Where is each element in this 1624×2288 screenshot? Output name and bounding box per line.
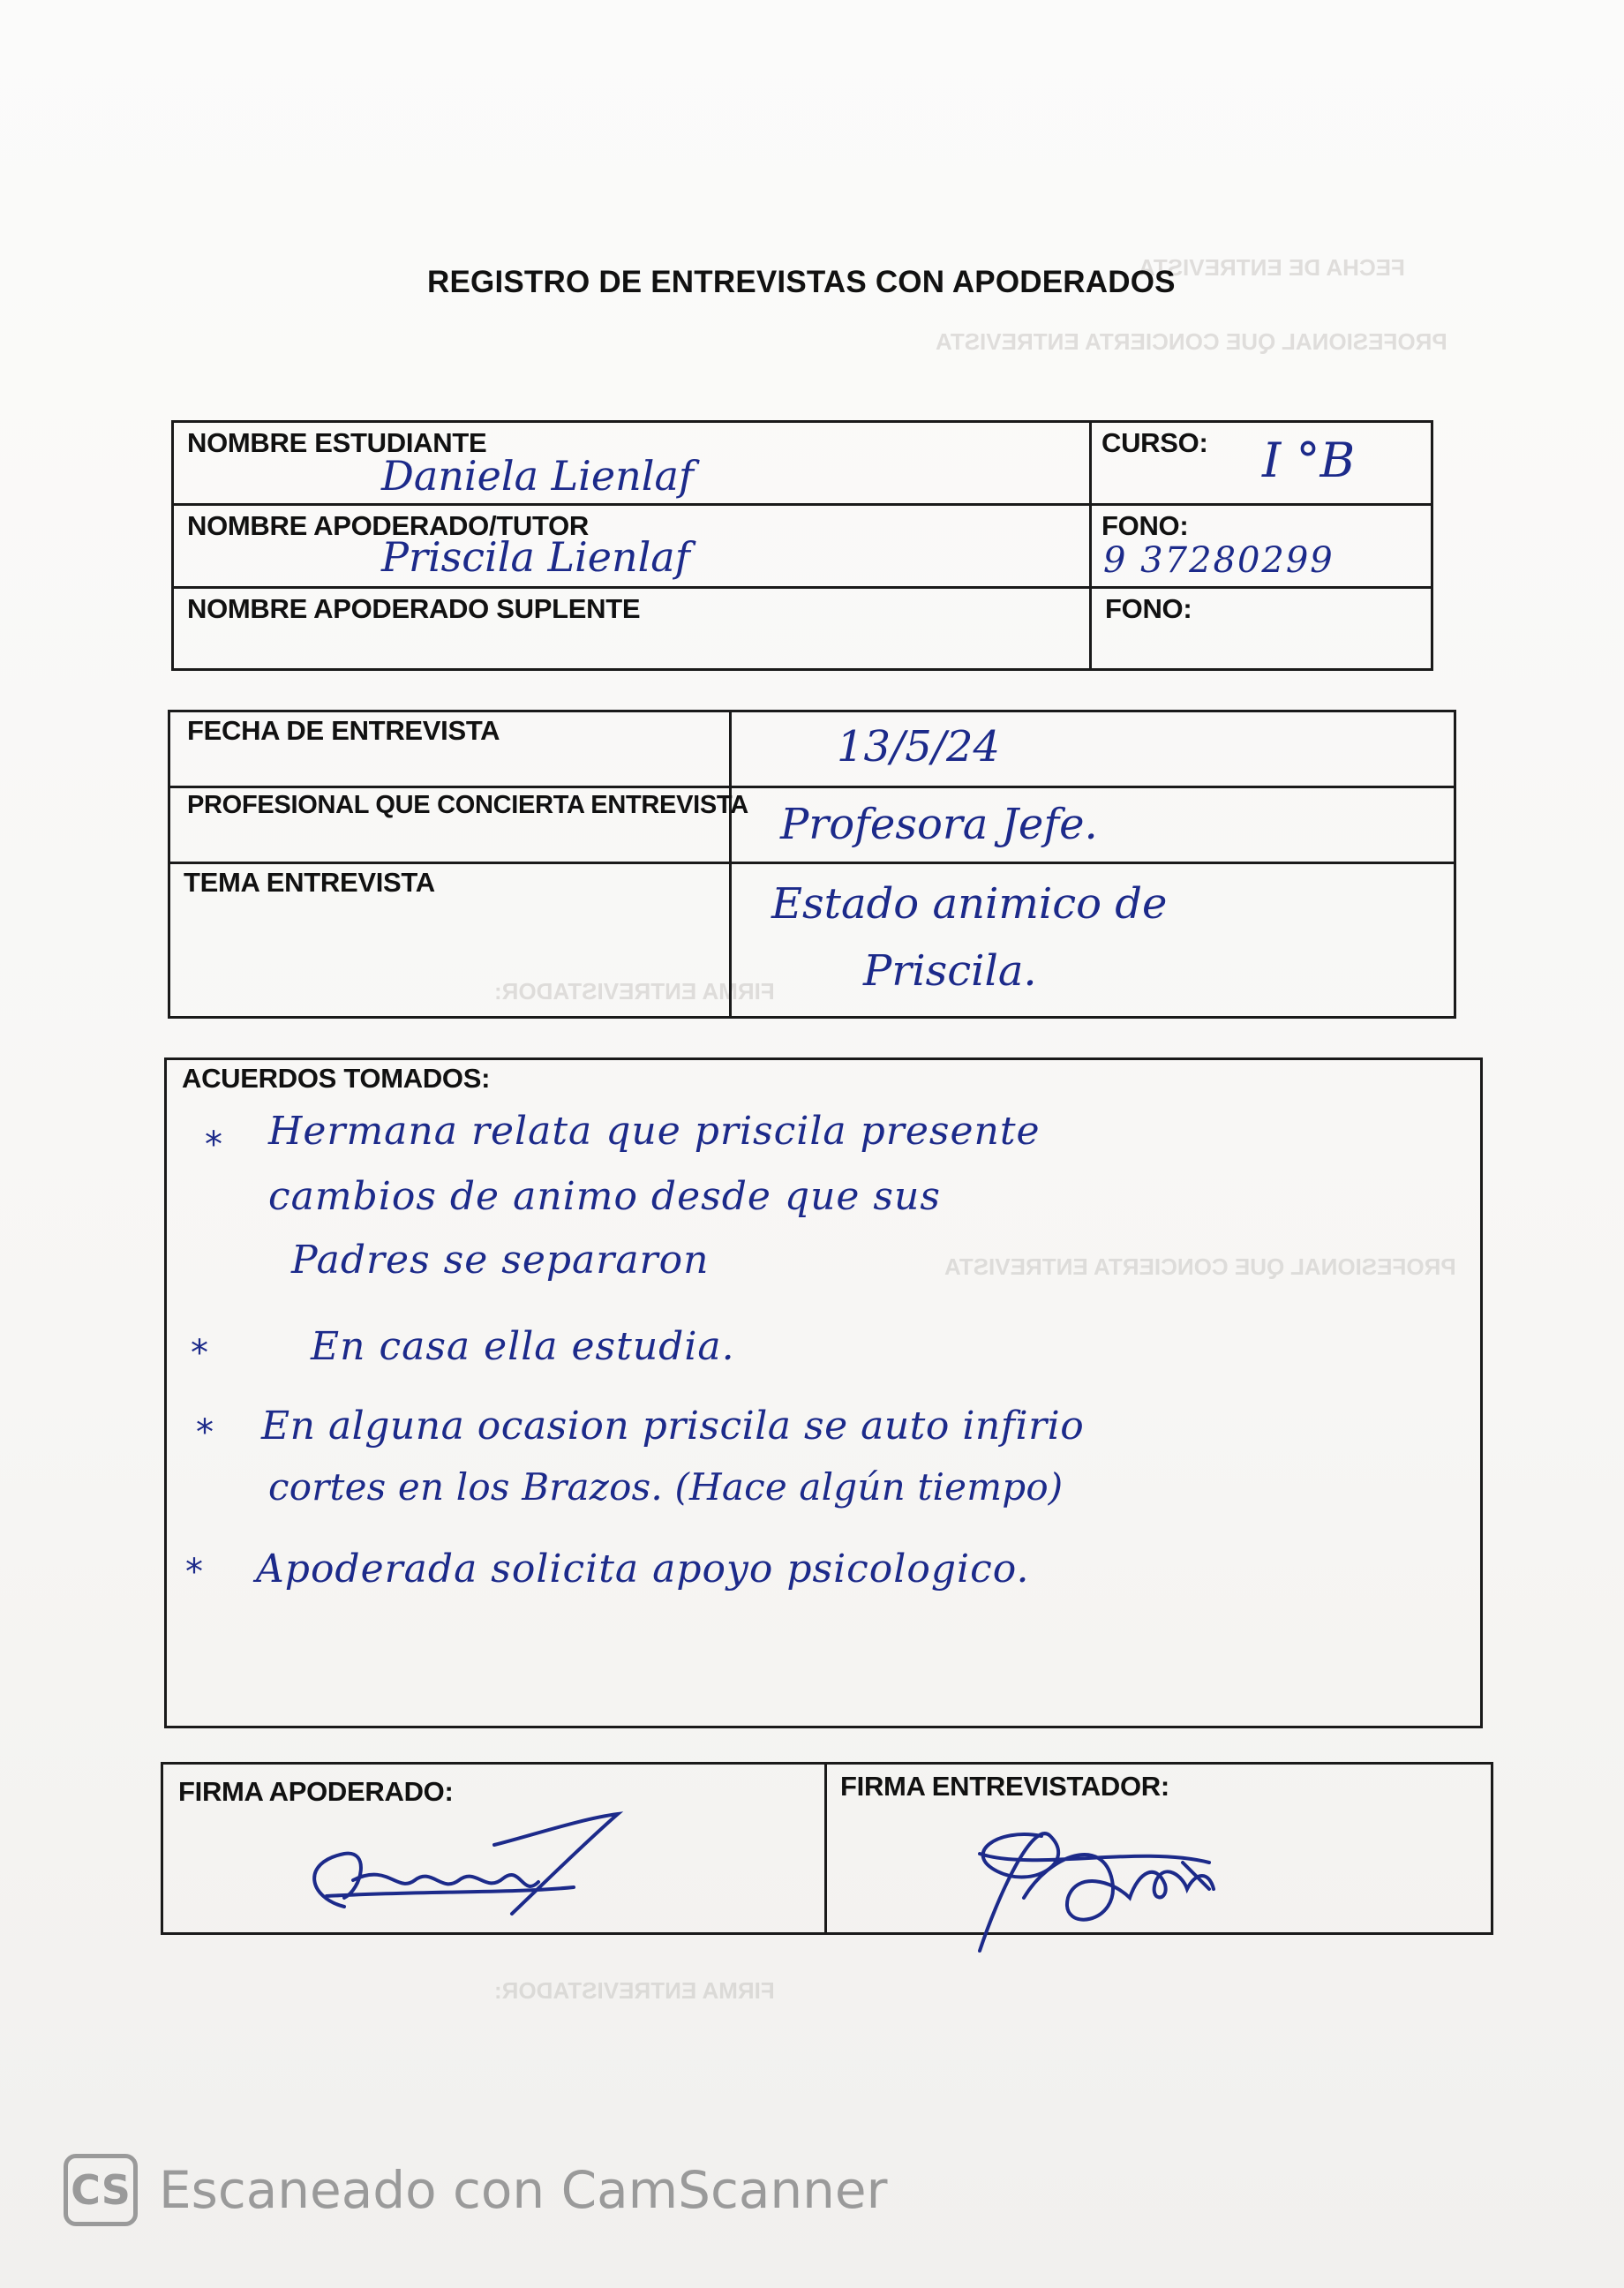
interview-info-table [168,710,1456,1019]
bullet: * [185,1552,203,1592]
interviewer-signature-label: FIRMA ENTREVISTADOR: [840,1771,1169,1802]
camscanner-watermark [64,2154,887,2226]
substitute-phone-label: FONO: [1105,593,1192,624]
agreement-item-4: Apoderada solicita apoyo psicologico. [256,1547,1030,1592]
professional-value: Profesora Jefe. [780,800,1098,849]
agreement-item-3-line-2: cortes en los Brazos. (Hace algún tiempo) [268,1465,1064,1509]
document-title: REGISTRO DE ENTREVISTAS CON APODERADOS [427,265,1176,299]
course-label: CURSO: [1101,427,1208,458]
bullet: * [191,1333,208,1374]
bleed-through-text: FIRMA ENTREVISTADOR: [494,978,775,1005]
student-name-label: NOMBRE ESTUDIANTE [187,427,487,458]
interviewer-signature [944,1801,1236,1960]
bullet: * [196,1412,214,1453]
interview-date-value: 13/5/24 [837,722,1001,771]
bullet: * [205,1125,222,1165]
interview-topic-line1: Estado animico de [771,879,1168,929]
bleed-through-text: FIRMA ENTREVISTADOR: [494,1977,775,2004]
phone-value: 9 37280299 [1103,540,1335,581]
camscanner-text: Escaneado con CamScanner [159,2160,888,2220]
guardian-name-label: NOMBRE APODERADO/TUTOR [187,510,589,541]
agreements-label: ACUERDOS TOMADOS: [182,1063,491,1094]
camscanner-logo-icon: CS [64,2154,138,2226]
agreement-item-3-line-1: En alguna ocasion priscila se auto infirio [261,1404,1085,1449]
agreements-box [164,1057,1483,1728]
agreement-item-1-line-3: Padres se separaron [291,1238,710,1283]
bleed-through-text: PROFESIONAL QUE CONCIERTA ENTREVISTA [944,1253,1456,1280]
guardian-name-value: Priscila Lienlaf [381,533,690,581]
course-value: I °B [1262,433,1356,488]
agreement-item-1-line-1: Hermana relata que priscila presente [268,1109,1041,1154]
bleed-through-text: PROFESIONAL QUE CONCIERTA ENTREVISTA [936,328,1447,355]
substitute-guardian-label: NOMBRE APODERADO SUPLENTE [187,593,641,624]
phone-label: FONO: [1101,510,1189,541]
guardian-signature-label: FIRMA APODERADO: [178,1776,454,1807]
interview-topic-line2: Priscila. [863,946,1037,996]
bleed-through-text: FECHA DE ENTREVISTA [1139,254,1405,281]
student-name-value: Daniela Lienlaf [381,452,694,500]
agreement-item-1-line-2: cambios de animo desde que sus [268,1174,941,1219]
interview-topic-label: TEMA ENTREVISTA [184,867,435,898]
interview-date-label: FECHA DE ENTREVISTA [187,715,500,746]
agreement-item-2: En casa ella estudia. [311,1324,735,1369]
guardian-signature [291,1810,627,1924]
professional-label: PROFESIONAL QUE CONCIERTA ENTREVISTA [187,791,748,819]
